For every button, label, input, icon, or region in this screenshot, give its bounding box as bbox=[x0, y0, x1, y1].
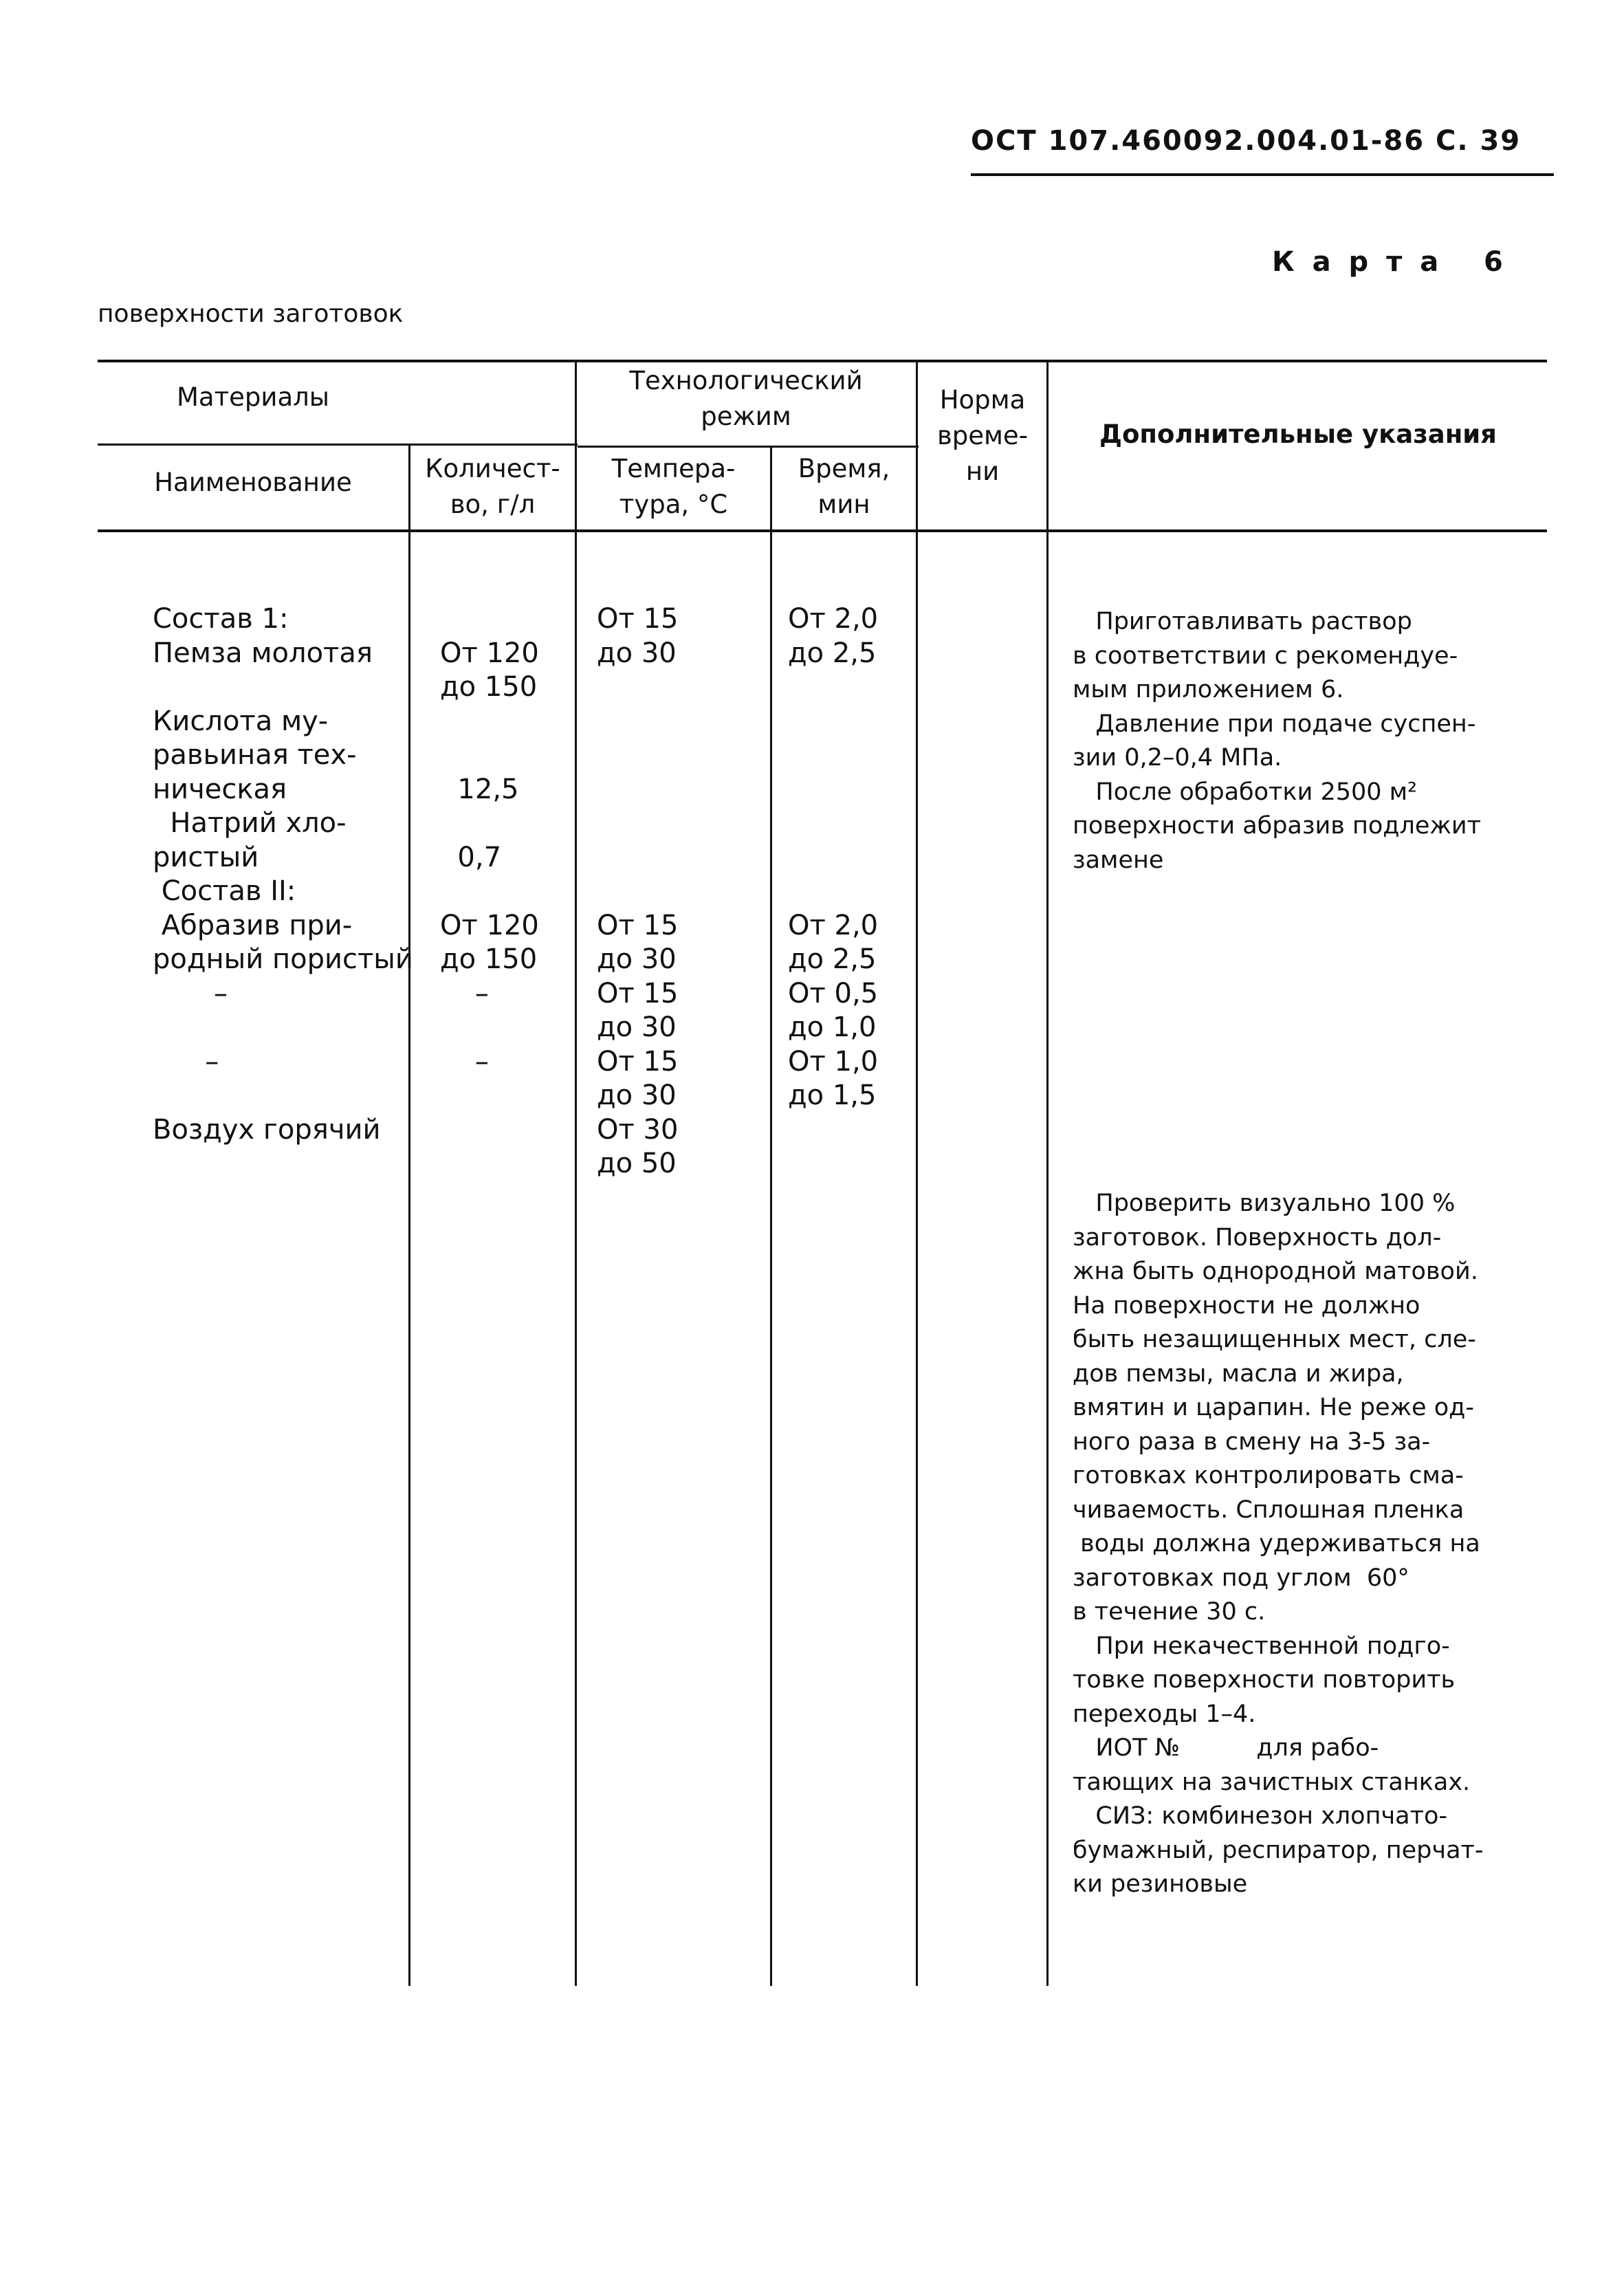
table-top-rule bbox=[98, 360, 1547, 362]
header-underline bbox=[971, 173, 1554, 176]
header-quantity: Количест- во, г/л bbox=[425, 454, 560, 519]
notes-block-inspection: Проверить визуально 100 % заготовок. Поверхность дол- жна быть однородной матовой. На поверхности не должно быть незащищенных мест, сле- дов пемзы, масла и жира, вмятин и царапин. Не реже од- ного раза в смену на 3-5 за- готовках контролировать сма- чиваемость. Сплошная пленка воды должна удерживаться на заготовках под углом 60° в течение 30 с. При некачественной подго- товке поверхности повторить переходы 1–4. ИОТ № для рабо- тающих на зачистных станках. СИЗ: комбинезон хлопчато- бумажный, респиратор, перчат- ки резиновые bbox=[1073, 1190, 1484, 1898]
header-temperature: Темпера- тура, °С bbox=[611, 454, 736, 519]
col-rule-norm bbox=[1046, 360, 1049, 1986]
materials-sub-rule bbox=[98, 444, 578, 446]
header-tech-mode: Технологический режим bbox=[629, 366, 863, 431]
page-subtitle: поверхности заготовок bbox=[98, 300, 404, 328]
header-time: Время, мин bbox=[798, 454, 890, 519]
header-bottom-rule bbox=[98, 529, 1547, 532]
notes-block-preparation: Приготавливать раствор в соответствии с рекомендуе- мым приложением 6. Давление при подаче суспен- зии 0,2–0,4 МПа. После обработки 2500 м² поверхности абразив подлежит замене bbox=[1073, 608, 1482, 874]
mode-sub-rule bbox=[578, 446, 919, 448]
card-number: К а р т а 6 bbox=[1272, 246, 1507, 278]
mode-temperatures: От 15 до 30 От 15 до 30 От 15 до 30 От 15 до 30 От 30 до 50 bbox=[597, 603, 679, 1179]
header-materials: Материалы bbox=[177, 382, 329, 412]
mode-times: От 2,0 до 2,5 От 2,0 до 2,5 От 0,5 до 1,0 От 1,0 до 1,5 bbox=[788, 603, 879, 1111]
header-notes: Дополнительные указания bbox=[1099, 419, 1497, 449]
document-id: ОСТ 107.460092.004.01-86 С. 39 bbox=[971, 125, 1522, 157]
col-rule-temperature bbox=[770, 446, 772, 1986]
header-name: Наименование bbox=[154, 468, 352, 497]
material-names: Состав 1: Пемза молотая Кислота му- равьиная тех- ническая Натрий хло- ристый Состав II: Абразив при- родный пористый – – Воздух горячий bbox=[153, 603, 413, 1146]
col-rule-time bbox=[916, 360, 918, 1986]
col-rule-quantity bbox=[575, 360, 577, 1986]
material-quantities: От 120 до 150 12,5 0,7 От 120 до 150 – – bbox=[440, 637, 539, 1078]
header-time-norm: Норма време- ни bbox=[936, 385, 1029, 486]
